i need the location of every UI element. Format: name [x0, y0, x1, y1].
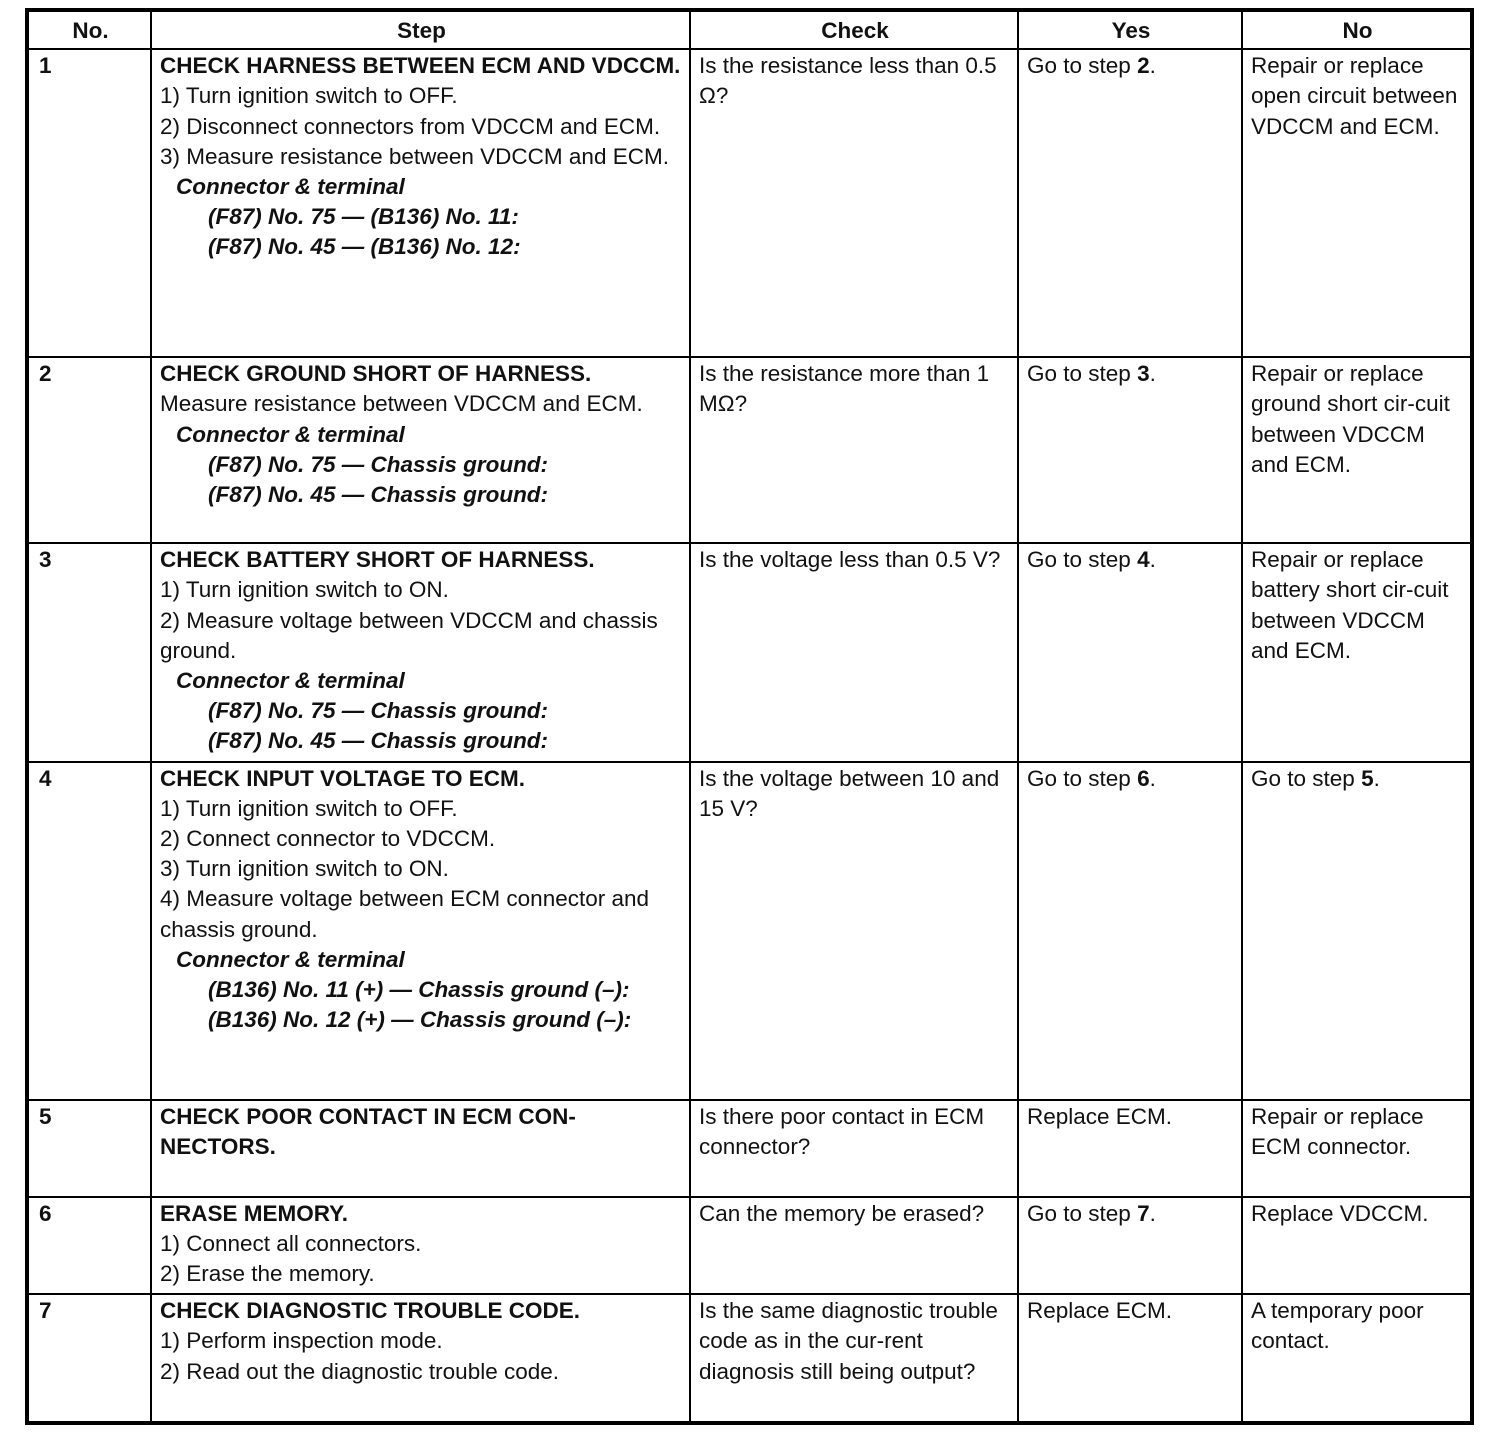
yes-text: Go to step: [1027, 1200, 1138, 1226]
step-instruction: 2) Connect connector to VDCCM.: [160, 826, 496, 852]
yes-cell: [1018, 49, 1242, 357]
table-row: [27, 1197, 1472, 1295]
step-instruction: 2) Erase the memory.: [160, 1261, 375, 1287]
connector-terminal: (B136) No. 11 (+) — Chassis ground (–):: [208, 977, 630, 1003]
table-header-row: [27, 10, 1472, 49]
step-cell: [151, 1197, 690, 1295]
yes-step-ref: 4: [1137, 547, 1150, 573]
connector-terminal: (F87) No. 45 — (B136) No. 12:: [208, 234, 521, 260]
no-cell: Repair or replace battery short cir-cuit between VDCCM and ECM.: [1242, 543, 1472, 761]
no-cell: Repair or replace ground short cir-cuit between VDCCM and ECM.: [1242, 357, 1472, 543]
step-cell: [151, 762, 690, 1100]
table-row: [27, 762, 1472, 1100]
step-instruction: 2) Disconnect connectors from VDCCM and ECM.: [160, 113, 661, 139]
connector-heading: Connector & terminal: [176, 668, 405, 694]
yes-text: Go to step: [1027, 53, 1138, 79]
no-cell: Repair or replace open circuit between VDCCM and ECM.: [1242, 49, 1472, 357]
no-cell: A temporary poor contact.: [1242, 1294, 1472, 1423]
connector-terminal: (F87) No. 45 — Chassis ground:: [208, 728, 549, 754]
step-cell: [151, 1294, 690, 1423]
step-title: CHECK HARNESS BETWEEN ECM AND VDCCM.: [160, 53, 681, 79]
yes-suffix: .: [1149, 361, 1156, 387]
yes-step-ref: 3: [1137, 361, 1150, 387]
connector-terminal: (F87) No. 45 — Chassis ground:: [208, 482, 549, 508]
yes-suffix: .: [1149, 547, 1156, 573]
step-title: CHECK GROUND SHORT OF HARNESS.: [160, 361, 592, 387]
yes-text: Go to step: [1027, 765, 1138, 791]
yes-cell: Replace ECM.: [1018, 1294, 1242, 1423]
table-row: [27, 1294, 1472, 1423]
step-instruction: 2) Measure voltage between VDCCM and chassis ground.: [160, 607, 658, 663]
step-title: CHECK INPUT VOLTAGE TO ECM.: [160, 765, 526, 791]
connector-terminal: (B136) No. 12 (+) — Chassis ground (–):: [208, 1007, 632, 1033]
step-cell: [151, 1100, 690, 1197]
no-cell: [1242, 762, 1472, 1100]
step-instruction: 1) Turn ignition switch to OFF.: [160, 83, 458, 109]
connector-heading: Connector & terminal: [176, 174, 405, 200]
connector-terminal: (F87) No. 75 — (B136) No. 11:: [208, 204, 519, 230]
yes-cell: [1018, 762, 1242, 1100]
step-instruction: 3) Turn ignition switch to ON.: [160, 856, 449, 882]
step-instruction: 1) Connect all connectors.: [160, 1230, 422, 1256]
check-cell: Is the same diagnostic trouble code as in the cur-rent diagnosis still being output?: [690, 1294, 1018, 1423]
check-cell: Is the resistance less than 0.5 Ω?: [690, 49, 1018, 357]
no-step-ref: 5: [1361, 765, 1374, 791]
step-number: 1: [27, 49, 151, 357]
step-number: 4: [27, 762, 151, 1100]
yes-step-ref: 2: [1137, 53, 1150, 79]
step-number: 3: [27, 543, 151, 761]
step-title: CHECK DIAGNOSTIC TROUBLE CODE.: [160, 1298, 581, 1324]
column-header-step: Step: [151, 10, 690, 49]
step-number: 2: [27, 357, 151, 543]
no-suffix: .: [1373, 765, 1380, 791]
yes-cell: Replace ECM.: [1018, 1100, 1242, 1197]
table-row: [27, 543, 1472, 761]
no-text: Go to step: [1251, 765, 1362, 791]
yes-step-ref: 6: [1137, 765, 1150, 791]
yes-suffix: .: [1149, 765, 1156, 791]
check-cell: Is the voltage less than 0.5 V?: [690, 543, 1018, 761]
check-cell: Is the voltage between 10 and 15 V?: [690, 762, 1018, 1100]
connector-terminal: (F87) No. 75 — Chassis ground:: [208, 698, 549, 724]
connector-terminal: (F87) No. 75 — Chassis ground:: [208, 451, 549, 477]
yes-cell: [1018, 1197, 1242, 1295]
step-cell: [151, 543, 690, 761]
table-row: [27, 357, 1472, 543]
yes-text: Go to step: [1027, 547, 1138, 573]
step-instruction: 4) Measure voltage between ECM connector and chassis ground.: [160, 886, 650, 942]
yes-cell: [1018, 543, 1242, 761]
check-cell: Is there poor contact in ECM connector?: [690, 1100, 1018, 1197]
no-cell: Replace VDCCM.: [1242, 1197, 1472, 1295]
connector-heading: Connector & terminal: [176, 946, 405, 972]
step-title: CHECK POOR CONTACT IN ECM CON-NECTORS.: [160, 1103, 576, 1159]
step-instruction: 2) Read out the diagnostic trouble code.: [160, 1358, 560, 1384]
yes-text: Go to step: [1027, 361, 1138, 387]
diagnostic-table: [25, 8, 1474, 1425]
table-row: [27, 1100, 1472, 1197]
table-row: [27, 49, 1472, 357]
yes-suffix: .: [1149, 1200, 1156, 1226]
step-cell: [151, 357, 690, 543]
column-header-yes: Yes: [1018, 10, 1242, 49]
step-instruction: 1) Perform inspection mode.: [160, 1328, 443, 1354]
step-number: 5: [27, 1100, 151, 1197]
check-cell: Is the resistance more than 1 MΩ?: [690, 357, 1018, 543]
yes-step-ref: 7: [1137, 1200, 1150, 1226]
no-cell: Repair or replace ECM connector.: [1242, 1100, 1472, 1197]
step-instruction: 1) Turn ignition switch to OFF.: [160, 795, 458, 821]
check-cell: Can the memory be erased?: [690, 1197, 1018, 1295]
step-instruction: 1) Turn ignition switch to ON.: [160, 577, 449, 603]
step-number: 7: [27, 1294, 151, 1423]
column-header-check: Check: [690, 10, 1018, 49]
column-header-no-answer: No: [1242, 10, 1472, 49]
column-header-no: No.: [27, 10, 151, 49]
yes-cell: [1018, 357, 1242, 543]
step-instruction: 3) Measure resistance between VDCCM and ECM.: [160, 143, 669, 169]
step-number: 6: [27, 1197, 151, 1295]
step-cell: [151, 49, 690, 357]
step-title: CHECK BATTERY SHORT OF HARNESS.: [160, 547, 595, 573]
connector-heading: Connector & terminal: [176, 421, 405, 447]
yes-suffix: .: [1149, 53, 1156, 79]
step-instruction: Measure resistance between VDCCM and ECM.: [160, 391, 643, 417]
step-title: ERASE MEMORY.: [160, 1200, 348, 1226]
